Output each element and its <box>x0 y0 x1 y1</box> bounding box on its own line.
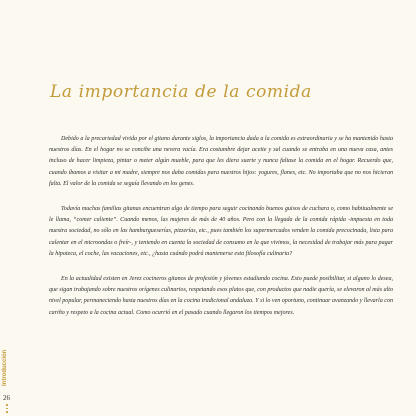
body-text <box>49 134 393 333</box>
decorative-dots <box>6 404 8 416</box>
page-number: 26 <box>3 394 10 402</box>
paragraph-1: Debido a la precariedad vivida por el gitano durante siglos, la importancia dada a la comida es extraordinaria y se ha mantenido hasta nuestros días. En el hogar no se concibe una nevera vacía. Era costumbre dejar aceite y sal cuando se entraba en una nueva casa, antes incluso de hacer limpieza, pintar o meter algún mueble, para que les diera suerte y nunca faltase la comida en el hogar. Recuerdo que, cuando íbamos a visitar a mi madre, siempre nos daba comidas para nuestros hijos: yogures, flanes, etc. No importaba que no nos hicieran falta. El valor de la comida se seguía llevando en los genes. <box>49 136 393 187</box>
page-title: La importancia de la comida <box>50 82 312 102</box>
section-label <box>0 350 12 390</box>
paragraph-3: En la actualidad existen en Jerez cocineros gitanos de profesión y jóvenes estudiando cocina. Esto puede posibilitar, si alguno lo desea, que sigan trabajando sobre nuestros orígenes culinarios, respetando esos platos que, con productos que nadie quería, se elevaron al más alto nivel popular, permaneciendo hasta nuestros días en la cocina tradicional andaluza. Y si lo ven oportuno, continuar avanzando y llevarla con cariño y respeto a la cocina actual. Como ocurrió en el pasado cuando llegaron los tiempos mejores. <box>49 276 393 316</box>
section-label-text: Introducción <box>2 349 8 386</box>
dot <box>6 411 8 413</box>
dot <box>6 408 8 410</box>
paragraph-2: Todavía muchas familias gitanas encuentran algo de tiempo para seguir cocinando buenos guisos de cuchara o, como habitualmente se le llama, “comer caliente”. Cuando menos, las mujeres de más de 40 años. Pero con la llegada de la comida rápida -impuesta en toda nuestra sociedad, no sólo en las hamburgueserías, pizzerías, etc., pues también los supermercados venden la comida precocinada, lista para calentar en el microondas o freír-, y teniendo en cuenta la sociedad de consumo en la que vivimos, la necesidad de trabajar más para pagar la hipoteca, el coche, las vacaciones, etc., ¿hasta cuándo podrá mantenerse esta filosofía culinaria? <box>49 206 393 257</box>
dot <box>6 404 8 406</box>
